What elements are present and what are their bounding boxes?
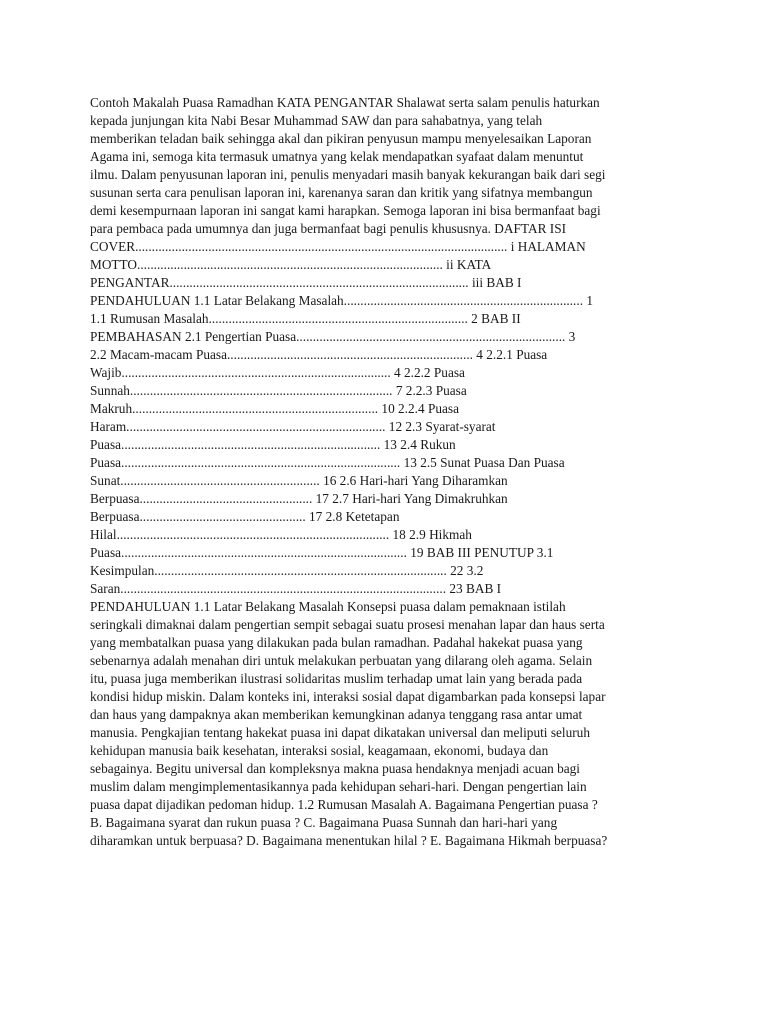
text-line: PENDAHULUAN 1.1 Latar Belakang Masalah Konsepsi puasa dalam pemaknaan istilah (90, 599, 566, 614)
toc-line: Berpuasa.................................................. 17 2.8 Ketetapan (90, 509, 400, 524)
toc-line: PENGANTAR.......................................................................................... iii BAB I (90, 275, 522, 290)
toc-line: Hilal.................................................................................. 18 2.9 Hikmah (90, 527, 472, 542)
text-line: muslim dalam mengimplementasikannya pada kehidupan sehari-hari. Dengan pengertian lain (90, 779, 587, 794)
text-line: seringkali dimaknai dalam pengertian sempit sebagai suatu prosesi menahan lapar dan haus serta (90, 617, 605, 632)
text-line: susunan serta cara penulisan laporan ini, karenanya saran dan kritik yang sifatnya membangun (90, 185, 593, 200)
toc-line: Kesimpulan........................................................................................ 22 3.2 (90, 563, 484, 578)
text-line: sebagainya. Begitu universal dan kompleksnya makna puasa hendaknya menjadi acuan bagi (90, 761, 580, 776)
toc-line: Puasa.............................................................................. 13 2.4 Rukun (90, 437, 456, 452)
text-line: kondisi hidup miskin. Dalam konteks ini, interaksi sosial dapat digambarkan pada konsepsi lapar (90, 689, 606, 704)
text-line: kepada junjungan kita Nabi Besar Muhammad SAW dan para sahabatnya, yang telah (90, 113, 543, 128)
text-line: memberikan teladan baik sehingga akal dan pikiran penyusun mampu menyelesaikan Laporan (90, 131, 592, 146)
toc-line: Saran.................................................................................................. 23 BAB I (90, 581, 502, 596)
text-line: itu, puasa juga memberikan ilustrasi solidaritas muslim terhadap umat lain yang berada pada (90, 671, 583, 686)
toc-line: COVER................................................................................................................ i HALAMAN (90, 239, 586, 254)
toc-line: Wajib................................................................................. 4 2.2.2 Puasa (90, 365, 465, 380)
text-line: dan haus yang dampaknya akan memberikan kemungkinan adanya tenggang rasa antar umat (90, 707, 583, 722)
toc-line: PEMBAHASAN 2.1 Pengertian Puasa................................................................................. 3 (90, 329, 576, 344)
toc-line: Sunat............................................................ 16 2.6 Hari-hari Yang Diharamkan (90, 473, 508, 488)
text-line: Contoh Makalah Puasa Ramadhan KATA PENGANTAR Shalawat serta salam penulis haturkan (90, 95, 600, 110)
toc-line: Sunnah............................................................................... 7 2.2.3 Puasa (90, 383, 467, 398)
text-line: diharamkan untuk berpuasa? D. Bagaimana menentukan hilal ? E. Bagaimana Hikmah berpuasa? (90, 833, 608, 848)
toc-line: PENDAHULUAN 1.1 Latar Belakang Masalah........................................................................ 1 (90, 293, 594, 308)
text-line: sebenarnya adalah menahan diri untuk melakukan perbuatan yang dilarang oleh agama. Selain (90, 653, 593, 668)
text-line: para pembaca pada umumnya dan juga bermanfaat bagi penulis khususnya. DAFTAR ISI (90, 221, 567, 236)
text-line: ilmu. Dalam penyusunan laporan ini, penulis menyadari masih banyak kekurangan baik dari segi (90, 167, 606, 182)
toc-line: Berpuasa.................................................... 17 2.7 Hari-hari Yang Dimakruhkan (90, 491, 508, 506)
text-line: yang membatalkan puasa yang dilakukan pada bulan ramadhan. Padahal hakekat puasa yang (90, 635, 583, 650)
toc-line: MOTTO............................................................................................ ii KATA (90, 257, 492, 272)
text-line: puasa dapat dijadikan pedoman hidup. 1.2 Rumusan Masalah A. Bagaimana Pengertian puasa ? (90, 797, 598, 812)
text-line: demi kesempurnaan laporan ini sangat kami harapkan. Semoga laporan ini bisa bermanfaat bagi (90, 203, 601, 218)
toc-line: 2.2 Macam-macam Puasa.......................................................................... 4 2.2.1 Puasa (90, 347, 548, 362)
text-line: kehidupan manusia baik kesehatan, interaksi sosial, keagamaan, ekonomi, budaya dan (90, 743, 549, 758)
text-line: B. Bagaimana syarat dan rukun puasa ? C. Bagaimana Puasa Sunnah dan hari-hari yang (90, 815, 558, 830)
text-line: Agama ini, semoga kita termasuk umatnya yang kelak mendapatkan syafaat dalam menuntut (90, 149, 584, 164)
toc-line: Puasa.................................................................................... 13 2.5 Sunat Puasa Dan Puasa (90, 455, 565, 470)
text-line: manusia. Pengkajian tentang hakekat puasa ini dapat dikatakan universal dan meliputi seluruh (90, 725, 590, 740)
toc-line: 1.1 Rumusan Masalah.............................................................................. 2 BAB II (90, 311, 521, 326)
document-page (90, 94, 690, 850)
toc-line: Puasa...................................................................................... 19 BAB III PENUTUP 3.1 (90, 545, 554, 560)
toc-line: Makruh.......................................................................... 10 2.2.4 Puasa (90, 401, 459, 416)
toc-line: Haram.............................................................................. 12 2.3 Syarat-syarat (90, 419, 496, 434)
